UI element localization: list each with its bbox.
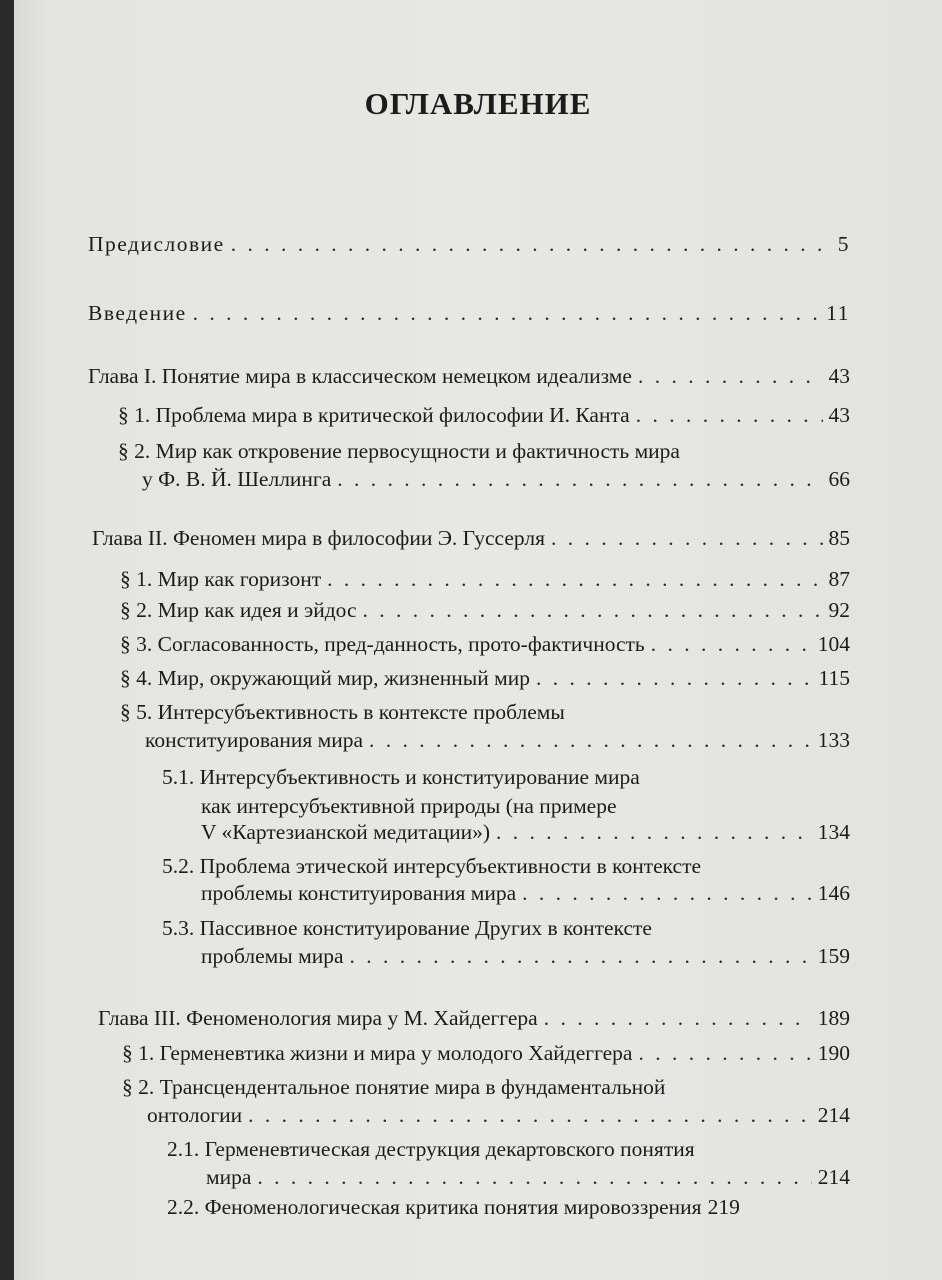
leader-dots <box>638 1038 811 1068</box>
toc-entry-ch2-sec2 <box>120 595 850 625</box>
leader-dots <box>257 1162 811 1192</box>
toc-entry-ch3-sec2-line1: § 2. Трансцендентальное понятие мира в фундаментальной <box>122 1075 666 1099</box>
toc-entry-ch2-sec5 <box>145 725 850 755</box>
leader-dots <box>248 1100 812 1130</box>
toc-entry-ch1-sec1 <box>118 400 850 430</box>
toc-entry-text: § 1. Герменевтика жизни и мира у молодого Хайдеггера <box>122 1041 633 1065</box>
toc-entry-text: § 2. Мир как идея и эйдос <box>120 598 357 622</box>
toc-entry-text: § 3. Согласованность, пред-данность, прото-фактичность <box>120 632 645 656</box>
toc-entry-text: 2.2. Феноменологическая критика понятия мировоззрения <box>167 1195 702 1219</box>
toc-entry-text: § 1. Мир как горизонт <box>120 567 322 591</box>
toc-page-number: 159 <box>817 944 850 968</box>
toc-entry-ch2-sec3 <box>120 629 850 659</box>
leader-dots <box>363 595 823 625</box>
toc-entry-ch2-sub53-line1: 5.3. Пассивное конституирование Других в контексте <box>162 916 652 940</box>
toc-entry-text: мира <box>206 1165 252 1189</box>
leader-dots <box>496 817 812 847</box>
toc-entry-text: у Ф. В. Й. Шеллинга <box>142 467 332 491</box>
leader-dots <box>327 564 822 594</box>
toc-page-number: 43 <box>828 403 850 427</box>
toc-entry-text: Глава II. Феномен мира в философии Э. Гуссерля <box>92 526 545 550</box>
toc-entry-text: конституирования мира <box>145 728 364 752</box>
toc-page-number: 115 <box>818 666 850 690</box>
toc-entry-ch2-sub52-line1: 5.2. Проблема этической интерсубъективности в контексте <box>162 854 702 878</box>
toc-page-number: 214 <box>817 1103 850 1127</box>
leader-dots <box>369 725 812 755</box>
leader-dots <box>350 941 812 971</box>
toc-entry-ch3-sub21 <box>206 1162 850 1192</box>
leader-dots <box>536 663 813 693</box>
toc-entry-text: § 1. Проблема мира в критической философии И. Канта <box>118 403 630 427</box>
toc-entry-ch2-sub51 <box>201 817 850 847</box>
toc-page-number: 214 <box>817 1165 850 1189</box>
toc-entry-intro <box>88 298 850 328</box>
toc-entry-ch2-sec5-line1: § 5. Интерсубъективность в контексте проблемы <box>120 700 565 724</box>
leader-dots <box>522 878 812 908</box>
toc-page-number: 5 <box>837 232 850 256</box>
toc-page-number: 190 <box>817 1041 850 1065</box>
toc-entry-text: Глава III. Феноменология мира у М. Хайдеггера <box>98 1006 538 1030</box>
leader-dots <box>337 464 822 494</box>
toc-page-number: 66 <box>828 467 850 491</box>
toc-page-number: 219 <box>707 1195 740 1219</box>
leader-dots <box>638 361 823 391</box>
toc-entry-ch2-sub51-line2: как интерсубъективной природы (на примере <box>201 794 617 818</box>
toc-page-number: 104 <box>817 632 850 656</box>
toc-entry-ch2-sub53 <box>201 941 850 971</box>
toc-entry-chapter-2 <box>92 523 850 553</box>
leader-dots <box>636 400 823 430</box>
leader-dots <box>551 523 823 553</box>
toc-entry-ch1-sec2-line1: § 2. Мир как откровение первосущности и фактичность мира <box>118 439 680 463</box>
leader-dots <box>544 1003 812 1033</box>
toc-entry-chapter-1 <box>88 361 850 391</box>
toc-entry-ch2-sub52 <box>201 878 850 908</box>
toc-page-number: 133 <box>817 728 850 752</box>
toc-entry-ch2-sub51-line1: 5.1. Интерсубъективность и конституирование мира <box>162 765 640 789</box>
toc-entry-ch3-sub22 <box>167 1192 850 1222</box>
book-page <box>14 0 942 1280</box>
toc-entry-ch3-sec1 <box>122 1038 850 1068</box>
toc-page-number: 43 <box>828 364 850 388</box>
toc-entry-ch3-sub21-line1: 2.1. Герменевтическая деструкция декартовского понятия <box>167 1137 695 1161</box>
toc-page-number: 11 <box>826 301 850 325</box>
toc-entry-ch2-sec4 <box>120 663 850 693</box>
toc-entry-ch2-sec1 <box>120 564 850 594</box>
toc-entry-text: проблемы конституирования мира <box>201 881 517 905</box>
toc-page-number: 85 <box>828 526 850 550</box>
toc-entry-chapter-3 <box>98 1003 850 1033</box>
toc-entry-text: проблемы мира <box>201 944 344 968</box>
page-title: ОГЛАВЛЕНИЕ <box>364 86 592 121</box>
toc-entry-text: Введение <box>88 301 187 325</box>
toc-page-number: 189 <box>817 1006 850 1030</box>
toc-entry-ch1-sec2 <box>142 464 850 494</box>
toc-entry-preface <box>88 229 850 259</box>
leader-dots <box>231 229 832 259</box>
toc-entry-text: § 4. Мир, окружающий мир, жизненный мир <box>120 666 530 690</box>
toc-page-number: 87 <box>828 567 850 591</box>
toc-entry-ch3-sec2 <box>147 1100 850 1130</box>
toc-entry-text: Предисловие <box>88 232 225 256</box>
toc-page-number: 134 <box>817 820 850 844</box>
leader-dots <box>651 629 812 659</box>
leader-dots <box>193 298 821 328</box>
toc-entry-text: Глава I. Понятие мира в классическом немецком идеализме <box>88 364 632 388</box>
toc-entry-text: V «Картезианской медитации») <box>201 820 491 844</box>
toc-page-number: 92 <box>828 598 850 622</box>
toc-entry-text: онтологии <box>147 1103 243 1127</box>
toc-page-number: 146 <box>817 881 850 905</box>
